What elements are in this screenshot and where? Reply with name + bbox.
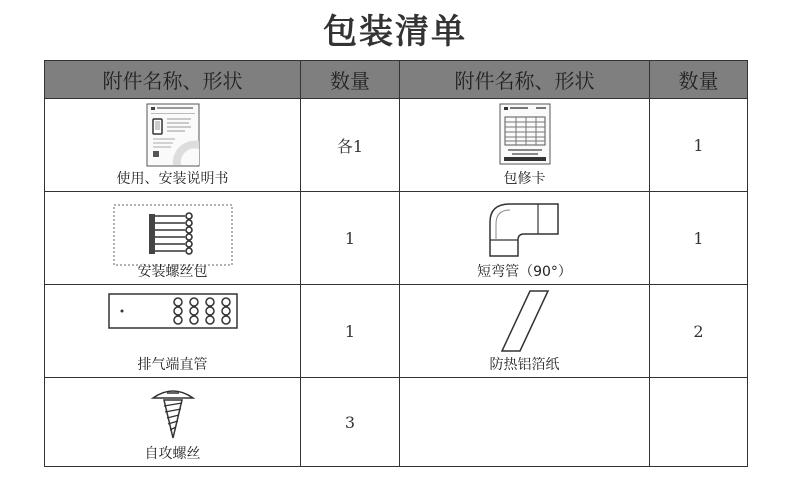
item-name: 防热铝箔纸 <box>489 357 560 373</box>
header-qty-right: 数量 <box>650 61 748 99</box>
table-header-row <box>45 61 748 99</box>
straight-pipe-icon <box>108 293 238 329</box>
item-quantity: 各1 <box>301 99 400 192</box>
item-name: 包修卡 <box>503 171 546 187</box>
item-cell <box>400 99 650 192</box>
item-quantity: 1 <box>301 192 400 285</box>
header-name-left: 附件名称、形状 <box>45 61 301 99</box>
item-quantity: 1 <box>301 285 400 378</box>
manual-icon <box>145 103 201 167</box>
item-cell <box>45 99 301 192</box>
empty-cell <box>400 378 650 467</box>
header-name-right: 附件名称、形状 <box>400 61 650 99</box>
warranty-card-icon <box>498 103 552 165</box>
item-cell <box>400 192 650 285</box>
item-name: 短弯管（90°） <box>477 264 572 280</box>
table-row <box>45 378 748 467</box>
item-name: 排气端直管 <box>137 357 208 373</box>
item-cell <box>45 378 301 467</box>
header-qty-left: 数量 <box>301 61 400 99</box>
item-name: 安装螺丝包 <box>137 264 208 280</box>
screw-pack-icon <box>113 204 233 266</box>
item-cell <box>45 285 301 378</box>
table-row <box>45 192 748 285</box>
item-quantity: 1 <box>650 192 748 285</box>
item-name: 自攻螺丝 <box>144 446 201 462</box>
item-quantity: 1 <box>650 99 748 192</box>
elbow-pipe-icon <box>488 200 562 260</box>
page-title: 包装清单 <box>323 12 467 52</box>
packing-list-table <box>44 60 748 467</box>
table-row <box>45 285 748 378</box>
item-quantity: 3 <box>301 378 400 467</box>
item-cell <box>45 192 301 285</box>
empty-cell <box>650 378 748 467</box>
item-name: 使用、安装说明书 <box>116 171 229 187</box>
screw-icon <box>149 384 197 440</box>
foil-icon <box>500 289 550 353</box>
table-row <box>45 99 748 192</box>
item-quantity: 2 <box>650 285 748 378</box>
item-cell <box>400 285 650 378</box>
